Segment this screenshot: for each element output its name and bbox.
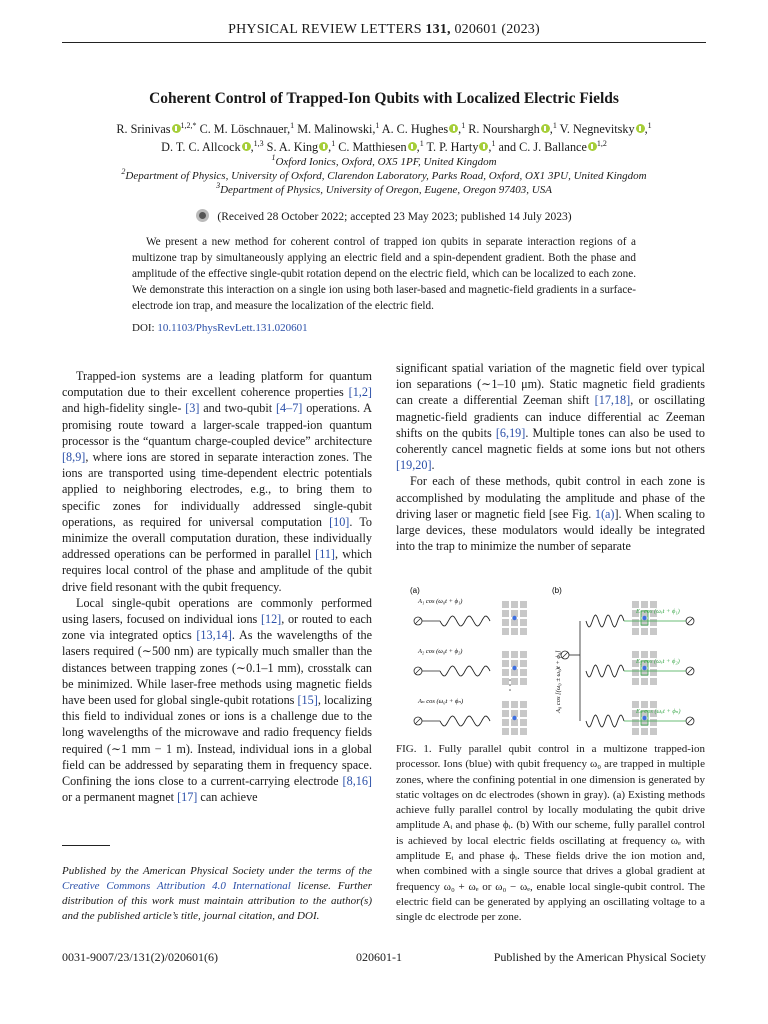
- abstract: We present a new method for coherent control of trapped ion qubits in separate interaction regions of a multizone trap by simultaneously applying an electric field and a spin-dependent gradient. Both the phase and amplitude of the effective single-qubit rotation depend on the electric field, which can be localized to each zone. We demonstrate this interaction on a single ion using both laser-based and magnetic-field gradients in a surface-electrode ion trap, and measure the localization of the electric field.: [132, 236, 636, 312]
- citation-link[interactable]: [6,19]: [495, 425, 526, 440]
- dc-electrode: [632, 619, 639, 626]
- dc-electrode: [520, 678, 527, 685]
- dc-electrode: [650, 651, 657, 658]
- ion: [642, 716, 646, 720]
- dc-electrode: [520, 701, 527, 708]
- dc-electrode: [520, 660, 527, 667]
- affiliations: $^1$Oxford Ionics, Oxford, OX5 1PF, United Kingdom $^2$Department of Physics, University of Oxford, Clarendon Laboratory, Parks Road, Oxford, OX1 3PU, United Kingdom $^3$Department of Physics, University of Oregon, Eugene, Oregon 97403, USA: [121, 153, 647, 196]
- dc-electrode: [520, 710, 527, 717]
- dc-electrode: [632, 669, 639, 676]
- citation-link[interactable]: [17]: [177, 790, 198, 805]
- right-column: [396, 360, 705, 554]
- footnote-rule: [62, 845, 110, 846]
- journal-header: [62, 22, 706, 38]
- author[interactable]: A. C. Hughes: [381, 122, 449, 136]
- orcid-icon[interactable]: [479, 142, 488, 151]
- citation-link[interactable]: [8,9]: [62, 450, 86, 465]
- author[interactable]: R. Srinivas: [116, 122, 171, 136]
- drive-label: A₂ cos (ω₀t + ϕ₂): [418, 648, 463, 655]
- dc-electrode: [632, 651, 639, 658]
- citation-link[interactable]: [10]: [329, 514, 350, 529]
- dc-electrode: [502, 669, 509, 676]
- drive-waveform: [440, 616, 490, 626]
- citation-link[interactable]: [19,20]: [396, 458, 432, 473]
- article-number: 020601 (2023): [454, 22, 540, 37]
- author[interactable]: R. Nourshargh: [468, 122, 540, 136]
- check-for-updates-icon[interactable]: [196, 209, 209, 222]
- ion: [512, 716, 516, 720]
- panel-a-label: (a): [410, 586, 420, 595]
- dc-electrode: [511, 601, 518, 608]
- ellipsis-dot: [509, 679, 511, 681]
- citation-link[interactable]: [12]: [260, 612, 282, 627]
- dc-electrode: [650, 601, 657, 608]
- drive-waveform: [440, 716, 490, 726]
- citation-link[interactable]: [15]: [297, 693, 318, 708]
- global-drive-label: A₀ cos [(ω₀ ± ωₑ)t + ϕ₀]: [555, 650, 562, 713]
- citation-link[interactable]: [4–7]: [275, 401, 303, 416]
- author[interactable]: C. Matthiesen: [338, 140, 407, 154]
- dc-electrode: [511, 628, 518, 635]
- dc-electrode: [632, 728, 639, 735]
- author[interactable]: S. A. King: [266, 140, 319, 154]
- dc-electrode: [632, 678, 639, 685]
- footer-issn: 0031-9007/23/131(2)/020601(6): [62, 950, 218, 964]
- dc-electrode: [650, 728, 657, 735]
- publisher: Published by the American Physical Society: [493, 950, 706, 964]
- dc-electrode: [520, 619, 527, 626]
- electric-drive-label: E₁ cos (ωₑt + ϕ₁): [636, 608, 680, 615]
- orcid-icon[interactable]: [541, 124, 550, 133]
- drive-waveform: [586, 715, 624, 727]
- dc-electrode: [502, 601, 509, 608]
- drive-label: A₁ cos (ω₀t + ϕ₁): [418, 598, 463, 605]
- dc-electrode: [641, 651, 648, 658]
- orcid-icon[interactable]: [449, 124, 458, 133]
- author[interactable]: C. M. Löschnauer,: [199, 122, 291, 136]
- dc-electrode: [520, 628, 527, 635]
- dc-electrode: [650, 669, 657, 676]
- affiliation-1: Oxford Ionics, Oxford, OX5 1PF, United Kingdom: [275, 156, 497, 168]
- ion: [642, 616, 646, 620]
- dc-electrode: [650, 701, 657, 708]
- doi-link[interactable]: 10.1103/PhysRevLett.131.020601: [157, 322, 308, 334]
- orcid-icon[interactable]: [588, 142, 597, 151]
- dc-electrode: [511, 728, 518, 735]
- ion: [512, 616, 516, 620]
- drive-label: Aₙ cos (ω₀t + ϕₙ): [418, 698, 464, 705]
- paragraph: Local single-qubit operations are commonly performed using lasers, focused on individual ions [12], or routed to each zone via integrated optics [13,14]. As the wavelengths of the lasers required (∼500 nm) are typically much smaller than the distances between trapping zones (∼0.1–1 mm), crosstalk can be minimized. While laser-free methods using magnetic fields have been used for global single-qubit rotations [15], localizing this field to individual zones or ions is a challenge due to the long wavelengths of the microwave and radio frequency fields required (∼1 mm − 1 m). Instead, individual ions in a global field can be addressed by separating them in frequency space. Confining the ions close to a current-carrying electrode [8,16] or a permanent magnet [17] can achieve: [62, 595, 372, 805]
- dc-electrode: [502, 701, 509, 708]
- affiliation-3: Department of Physics, University of Oregon, Eugene, Oregon 97403, USA: [220, 184, 552, 196]
- journal-volume: 131,: [425, 22, 451, 37]
- figure-1: [410, 585, 700, 735]
- orcid-icon[interactable]: [242, 142, 251, 151]
- dc-electrode: [511, 678, 518, 685]
- dc-electrode: [511, 651, 518, 658]
- dc-electrode: [641, 701, 648, 708]
- license-link[interactable]: Creative Commons Attribution 4.0 International: [62, 880, 291, 892]
- dc-electrode: [650, 628, 657, 635]
- citation-link[interactable]: [13,14]: [196, 628, 232, 643]
- doi: DOI: 10.1103/PhysRevLett.131.020601: [132, 322, 308, 334]
- dc-electrode: [632, 701, 639, 708]
- dc-electrode: [641, 728, 648, 735]
- dc-electrode: [632, 601, 639, 608]
- journal-name: PHYSICAL REVIEW LETTERS: [228, 22, 422, 37]
- orcid-icon[interactable]: [636, 124, 645, 133]
- figure-caption: FIG. 1. Fully parallel qubit control in a multizone trapped-ion processor. Ions (blue) with qubit frequency ω₀ are trapped in multiple zones, where the confining potential in one dimension is generated by static voltages on dc electrodes (shown in gray). (a) Existing methods achieve fully parallel control by locally modulating the qubit drive amplitude Aᵢ and phase ϕᵢ. (b) With our scheme, fully parallel control is achieved by local electric fields oscillating at frequency ωₑ with amplitude Eᵢ and phase ϕᵢ. These fields drive the ion motion and, when combined with a single source that drives a global gradient at frequency ω₀ + ωₑ or ω₀ − ωₑ, enable local single-qubit control. The electric field can be generated by applying an oscillating voltage to a single dc electrode per zone.: [396, 743, 705, 924]
- dc-electrode: [520, 719, 527, 726]
- paragraph: For each of these methods, qubit control in each zone is accomplished by modulating the amplitude and phase of the driving laser or magnetic field [see Fig. 1(a)]. When scaling to large devices, these modulators would ideally be integrated into the trap to minimize the number of separate: [396, 474, 705, 554]
- received-dates: (Received 28 October 2022; accepted 23 May 2023; published 14 July 2023): [62, 209, 706, 223]
- author-list: R. Srinivas $^{1,2,*}$ C. M. Löschnauer,$^1$ M. Malinowski,$^1$ A. C. Hughes ,$^1$ R. Nourshargh ,$^1$ V. Negnevitsky ,$^1$ D. T. C. Allcock ,$^{1,3}$ S. A. King ,$^1$ C. Matthiesen ,$^1$ T. P. Harty ,$^1$ and C. J. Ballance $^{1,2}$: [116, 121, 652, 154]
- page-number: 020601-1: [356, 950, 402, 964]
- citation-link[interactable]: [11]: [315, 547, 335, 562]
- orcid-icon[interactable]: [172, 124, 181, 133]
- citation-link[interactable]: [8,16]: [342, 774, 372, 789]
- dc-electrode: [641, 678, 648, 685]
- ion: [642, 666, 646, 670]
- dc-electrode: [520, 728, 527, 735]
- author[interactable]: M. Malinowski,: [297, 122, 376, 136]
- dc-electrode: [641, 628, 648, 635]
- citation-link[interactable]: 1(a): [594, 506, 615, 521]
- author[interactable]: T. P. Harty: [426, 140, 479, 154]
- dc-electrode: [502, 651, 509, 658]
- panel-a: [414, 598, 527, 735]
- ellipsis-dot: [509, 689, 511, 691]
- ellipsis-dot: [509, 684, 511, 686]
- dc-electrode: [502, 619, 509, 626]
- electric-drive-label: E₂ cos (ωₑt + ϕ₂): [636, 658, 680, 665]
- drive-waveform: [586, 665, 624, 677]
- electric-drive-label: Eₙ cos (ωₑt + ϕₙ): [636, 708, 681, 715]
- author[interactable]: and C. J. Ballance: [498, 140, 587, 154]
- left-column: [62, 368, 372, 805]
- orcid-icon[interactable]: [408, 142, 417, 151]
- dc-electrode: [520, 610, 527, 617]
- dc-electrode: [511, 701, 518, 708]
- dc-electrode: [632, 628, 639, 635]
- dc-electrode: [520, 669, 527, 676]
- license-footnote: Published by the American Physical Society under the terms of the Creative Commons Attribution 4.0 International license. Further distribution of this work must maintain attribution to the author(s) and the published article’s title, journal citation, and DOI.: [62, 865, 372, 922]
- paragraph: Trapped-ion systems are a leading platform for quantum computation due to their excellent coherence properties [1,2] and high-fidelity single- [3] and two-qubit [4–7] operations. A promising route toward a larger-scale trapped-ion quantum processor is the “quantum charge-coupled device” architecture [8,9], where ions are stored in separate interaction zones. The ions are transported using time-dependent electric potentials applied to neighboring electrodes, e.g., to bring them to specific zones for individually addressed single-qubit operations, as required for universal computation [10]. To minimize the overall computation duration, these individually addressed operations can be performed in parallel [11], which requires local control of the phase and amplitude of the qubit drive field resonant with the qubit frequency.: [62, 369, 372, 594]
- dc-electrode: [650, 678, 657, 685]
- dc-electrode: [502, 628, 509, 635]
- citation-link[interactable]: [1,2]: [348, 385, 372, 400]
- dc-electrode: [502, 719, 509, 726]
- article-title: Coherent Control of Trapped-Ion Qubits with Localized Electric Fields: [149, 90, 619, 107]
- dc-electrode: [502, 728, 509, 735]
- author[interactable]: D. T. C. Allcock: [161, 140, 241, 154]
- citation-link[interactable]: [17,18]: [594, 393, 631, 408]
- panel-b: [561, 601, 694, 735]
- header-rule: [62, 42, 706, 43]
- dc-electrode: [650, 619, 657, 626]
- dc-electrode: [520, 601, 527, 608]
- panel-b-label: (b): [552, 586, 562, 595]
- drive-waveform: [440, 666, 490, 676]
- dc-electrode: [520, 651, 527, 658]
- affiliation-2: Department of Physics, University of Oxford, Clarendon Laboratory, Parks Road, Oxford, OX1 3PU, United Kingdom: [125, 170, 647, 182]
- dc-electrode: [632, 719, 639, 726]
- orcid-icon[interactable]: [319, 142, 328, 151]
- ion: [512, 666, 516, 670]
- drive-waveform: [586, 615, 624, 627]
- dc-electrode: [502, 678, 509, 685]
- dc-electrode: [502, 710, 509, 717]
- dc-electrode: [641, 601, 648, 608]
- dc-electrode: [650, 719, 657, 726]
- author[interactable]: V. Negnevitsky: [559, 122, 635, 136]
- dc-electrode: [502, 610, 509, 617]
- citation-link[interactable]: [3]: [185, 401, 200, 416]
- paragraph: significant spatial variation of the magnetic field over typical ion separations (∼1–10 μm). Static magnetic field gradients can create a differential Zeeman shift [17,18], or oscillating magnetic-field gradients can induce differential ac Zeeman shifts on the qubits [6,19]. Multiple tones can also be used to coherently cancel magnetic fields at some ions but not others [19,20].: [396, 361, 705, 473]
- dc-electrode: [502, 660, 509, 667]
